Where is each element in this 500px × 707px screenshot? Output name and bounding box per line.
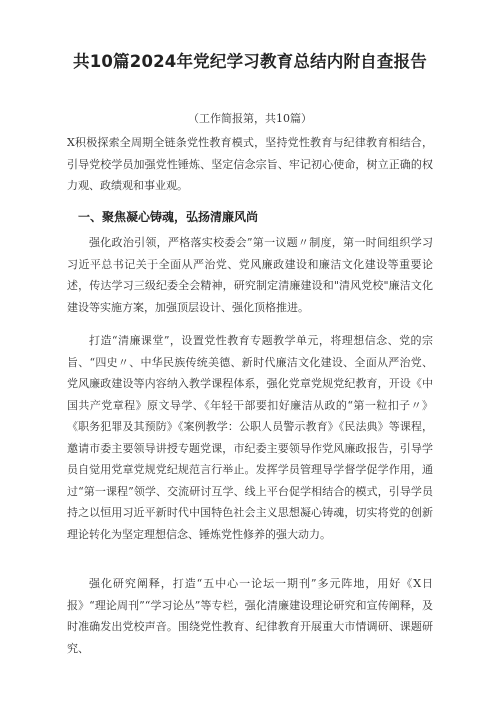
body-paragraph: 打造“清廉课堂”，设置党性教育专题教学单元，将理想信念、党的宗旨、“四史〃、中华民族传统美德、新时代廉洁文化建设、全面从严治党、党风廉政建设等内容纳入教学课程体系，强化党章党规党纪教育，开设《中国共产党章程》原文导学、《年轻干部要扣好廉洁从政的“第一粒扣子〃》《职务犯罪及其预防》《案例教学：公职人员警示教育》《民法典》等课程，邀请市委主要领导讲授专题党课，市纪委主要领导作党风廉政报告，引导学员自觉用党章党规党纪规范言行举止。发挥学员管理导学督学促学作用，通过“第一课程”领学、交流研讨互学、线上平台促学相结合的模式，引导学员持之以恒用习近平新时代中国特色社会主义思想凝心铸魂，切实将党的创新理论转化为坚定理想信念、锤炼党性修养的强大动力。 [67,334,433,541]
section-heading-text: 一、聚焦凝心铸魂，弘扬清廉风尚 [78,210,259,224]
document-subtitle: （工作简报第，共10篇） [188,112,312,125]
body-paragraph: 强化研究阐释，打造“五中心一论坛一期刊”多元阵地，用好《X日报》“理论周刊”“学习论丛”等专栏，强化清廉建设理论研究和宣传阐释，及时准确发出党校声音。围绕党性教育、纪律教育开展重大市情调研、课题研究、 [67,577,433,655]
document-title: 共10篇2024年党纪学习教育总结内附自查报告 [73,52,427,71]
body-paragraph: 强化政治引领，严格落实校委会”第一议题〃制度，第一时间组织学习习近平总书记关于全面从严治党、党风廉政建设和廉洁文化建设等重要论述，传达学习三级纪委全会精神，研究制定清廉建设和"清风党校"廉洁文化建设等实施方案，加强顶层设计、强化顶格推进。 [67,236,433,314]
intro-paragraph: X积极探索全周期全链条党性教育模式，坚持党性教育与纪律教育相结合，引导党校学员加强党性锤炼、坚定信念宗旨、牢记初心使命，树立正确的权力观、政绩观和事业观。 [67,136,433,192]
section-heading [67,208,433,225]
